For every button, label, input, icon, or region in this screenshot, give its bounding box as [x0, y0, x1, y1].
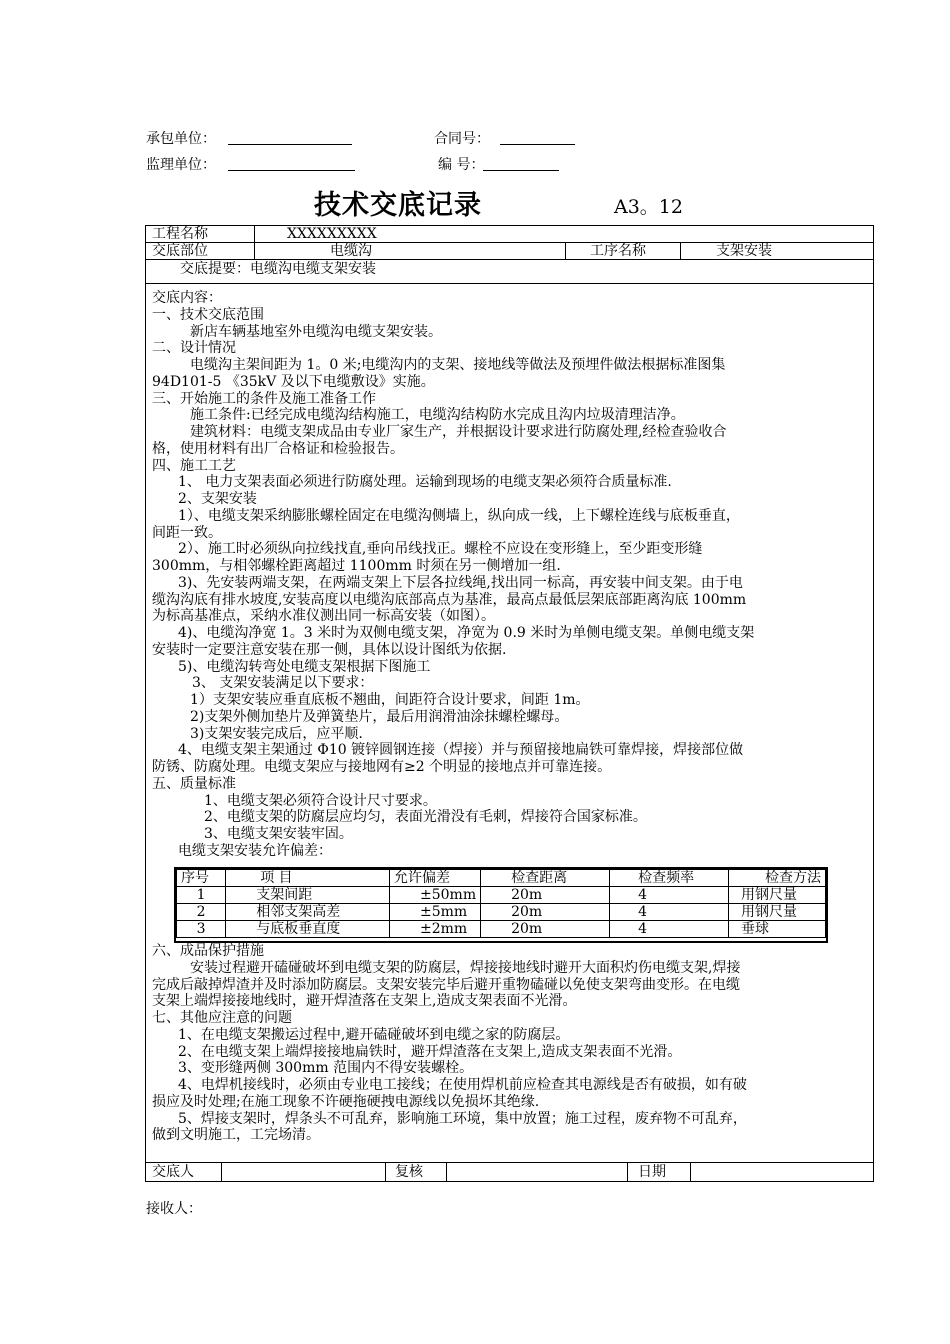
- table-cell: 支架间距: [226, 887, 390, 904]
- contract-no-label: 合同号：: [434, 131, 490, 147]
- table-cell: 4: [610, 921, 729, 938]
- list-item: 3、变形缝两侧 300mm 范围内不得安装螺栓。: [178, 1060, 474, 1077]
- list-item: 3)、先安装两端支架，在两端支架上下层各拉线绳,找出同一标高，再安装中间支架。由于电: [178, 574, 743, 591]
- contractor-field[interactable]: [228, 130, 352, 145]
- list-item: 2)支架外侧加垫片及弹簧垫片，最后用润滑油涂抹螺栓螺母。: [190, 708, 569, 725]
- divider: [145, 259, 874, 260]
- table-cell: ±2mm: [390, 921, 481, 938]
- section-title: 三、开始施工的条件及施工准备工作: [152, 390, 376, 407]
- paragraph: 安装过程避开磕碰破坏到电缆支架的防腐层，焊接接地线时避开大面积灼伤电缆支架,焊接: [190, 959, 741, 976]
- table-cell: 1: [177, 887, 226, 904]
- table-cell: 用钢尺量: [729, 904, 826, 921]
- list-item: 4、电缆支架主架通过 Φ10 镀锌圆钢连接（焊接）并与预留接地扁铁可靠焊接，焊接部位做: [178, 742, 744, 759]
- paragraph: 94D101-5 《35kV 及以下电缆敷设》实施。: [152, 373, 435, 390]
- divider: [145, 283, 874, 284]
- paragraph: 支架上端焊接接地线时，避开焊渣落在支架上,造成支架表面不光滑。: [152, 993, 577, 1010]
- number-field[interactable]: [483, 156, 559, 171]
- list-item: 缆沟沟底有排水坡度,安装高度以电缆沟底部高点为基准，最高点最低层架底部距离沟底 100mm: [152, 591, 747, 608]
- presenter-field[interactable]: [226, 1164, 382, 1180]
- paragraph: 建筑材料：电缆支架成品由专业厂家生产，并根据设计要求进行防腐处理,经检查验收合: [190, 424, 727, 440]
- list-item: 3、 支架安装满足以下要求：: [192, 675, 374, 692]
- table-header-row: [177, 870, 826, 887]
- paragraph: 电缆沟主架间距为 1。0 米;电缆沟内的支架、接地线等做法及预埋件做法根据标准图集: [190, 357, 726, 373]
- list-item: 1、在电缆支架搬运过程中,避开磕碰破坏到电缆之家的防腐层。: [178, 1026, 570, 1043]
- receiver-label: 接收人：: [146, 1201, 202, 1217]
- divider: [254, 225, 255, 259]
- list-item: 防锈、防腐处理。电缆支架应与接地网有≥2 个明显的接地点并可靠连接。: [152, 759, 612, 775]
- list-item: 5)、电缆沟转弯处电缆支架根据下图施工: [178, 658, 431, 675]
- table-cell: ±5mm: [390, 904, 481, 921]
- content-body: [152, 290, 868, 860]
- content-body-continued: [152, 943, 868, 1144]
- list-item: 4、电焊机接线时，必须由专业电工接线；在使用焊机前应检查其电源线是否有破损，如有破: [178, 1077, 747, 1093]
- section-title: 一、技术交底范围: [152, 306, 264, 323]
- form-code: A3。12: [614, 196, 683, 218]
- table-cell: 相邻支架高差: [226, 904, 390, 921]
- table-cell: 20m: [481, 904, 610, 921]
- table-cell: 4: [610, 887, 729, 904]
- reviewer-field[interactable]: [450, 1164, 624, 1180]
- number-label: 编 号：: [438, 157, 485, 173]
- table-header-cell: 允许偏差: [390, 870, 481, 887]
- list-item: 损应及时处理;在施工现象不许硬拖硬拽电源线以免损坏其绝缘.: [152, 1093, 540, 1110]
- part-value: 电缆沟: [330, 243, 372, 259]
- list-item: 4)、电缆沟净宽 1。3 米时为双侧电缆支架，净宽为 0.9 米时为单侧电缆支架。单侧电缆支架: [178, 625, 755, 641]
- process-value: 支架安装: [716, 243, 772, 259]
- content-heading: 交底内容：: [152, 290, 222, 306]
- table-row: [177, 904, 826, 921]
- paragraph: 新店车辆基地室外电缆沟电缆支架安装。: [190, 323, 442, 340]
- paragraph: 完成后敲掉焊渣并及时添加防腐层。支架安装完毕后避开重物磕碰以免使支架弯曲变形。在电缆: [152, 976, 740, 993]
- paragraph: 格，使用材料有出厂合格证和检验报告。: [152, 440, 404, 457]
- presenter-label: 交底人: [152, 1164, 194, 1180]
- reviewer-label: 复核: [395, 1164, 423, 1180]
- part-label: 交底部位: [152, 243, 208, 259]
- table-row: [177, 921, 826, 938]
- table-cell: 垂球: [729, 921, 826, 938]
- list-item: 安装时一定要注意安装在那一侧，具体以设计图纸为依据.: [152, 641, 507, 658]
- list-item: 3)支架安装完成后，应平顺.: [190, 725, 363, 742]
- divider: [446, 1162, 447, 1182]
- divider: [627, 1162, 628, 1182]
- section-title: 五、质量标准: [152, 775, 236, 792]
- list-item: 间距一致。: [152, 524, 222, 541]
- table-cell: 4: [610, 904, 729, 921]
- table-cell: 2: [177, 904, 226, 921]
- table-cell: 用钢尺量: [729, 887, 826, 904]
- deviation-table: [176, 869, 826, 938]
- section-title: 六、成品保护措施: [152, 943, 264, 959]
- list-item: 1）、电缆支架采纳膨胀螺栓固定在电缆沟侧墙上，纵向成一线，上下螺栓连线与底板垂直，: [178, 507, 740, 524]
- date-field[interactable]: [694, 1164, 870, 1180]
- section-title: 四、施工工艺: [152, 457, 236, 474]
- page-title: 技术交底记录: [314, 190, 482, 221]
- project-name-value: XXXXXXXXX: [287, 226, 377, 242]
- divider: [680, 242, 681, 259]
- list-item: 300mm，与相邻螺栓距离超过 1100mm 时须在另一侧增加一组.: [152, 558, 561, 574]
- list-item: 为标高基准点，采纳水准仪测出同一标高安装（如图）。: [152, 608, 495, 625]
- list-item: 2、在电缆支架上端焊接接地扁铁时，避开焊渣落在支架上,造成支架表面不光滑。: [178, 1043, 682, 1060]
- list-item: 5、焊接支架时，焊条头不可乱弃，影响施工环境，集中放置；施工过程，废弃物不可乱弃，: [178, 1110, 747, 1127]
- supervisor-field[interactable]: [228, 156, 355, 171]
- summary: 交底提要：电缆沟电缆支架安装: [180, 261, 376, 277]
- table-cell: 与底板垂直度: [226, 921, 390, 938]
- divider: [221, 1162, 222, 1182]
- divider: [145, 1162, 874, 1163]
- table-cell: 20m: [481, 887, 610, 904]
- section-title: 七、其他应注意的问题: [152, 1010, 292, 1026]
- table-header-cell: 项 目: [226, 870, 390, 887]
- table-cell: ±50mm: [390, 887, 481, 904]
- list-item: 1、 电力支架表面必须进行防腐处理。运输到现场的电缆支架必须符合质量标准.: [178, 474, 672, 491]
- supervisor-label: 监理单位：: [146, 157, 216, 173]
- table-row: [177, 887, 826, 904]
- process-label: 工序名称: [590, 243, 646, 259]
- contract-no-field[interactable]: [500, 130, 575, 145]
- project-name-label: 工程名称: [152, 226, 208, 242]
- list-item: 做到文明施工，工完场清。: [152, 1127, 320, 1144]
- table-header-cell: 检查频率: [610, 870, 729, 887]
- list-item: 2、支架安装: [178, 491, 257, 507]
- table-header-cell: 检查方法: [729, 870, 826, 887]
- list-item: 2）、施工时必须纵向拉线找直,垂向吊线找正。螺栓不应设在变形缝上，至少距变形缝: [178, 541, 703, 558]
- list-item: 1）支架安装应垂直底板不翘曲，间距符合设计要求，间距 1m。: [190, 692, 590, 708]
- list-item: 3、电缆支架安装牢固。: [204, 826, 353, 842]
- date-label: 日期: [638, 1164, 666, 1180]
- contractor-label: 承包单位：: [146, 131, 216, 147]
- table-header-cell: 序号: [177, 870, 226, 887]
- table-header-cell: 检查距离: [481, 870, 610, 887]
- list-item: 2、电缆支架的防腐层应均匀，表面光滑没有毛刺，焊接符合国家标准。: [204, 809, 647, 826]
- list-item: 1、电缆支架必须符合设计尺寸要求。: [204, 792, 437, 809]
- divider: [565, 242, 566, 259]
- table-cell: 3: [177, 921, 226, 938]
- paragraph: 施工条件:已经完成电缆沟结构施工，电缆沟结构防水完成且沟内垃圾清理洁净。: [190, 407, 685, 424]
- section-title: 二、设计情况: [152, 340, 236, 357]
- table-caption: 电缆支架安装允许偏差：: [178, 842, 332, 859]
- table-cell: 20m: [481, 921, 610, 938]
- divider: [690, 1162, 691, 1182]
- divider: [385, 1162, 386, 1182]
